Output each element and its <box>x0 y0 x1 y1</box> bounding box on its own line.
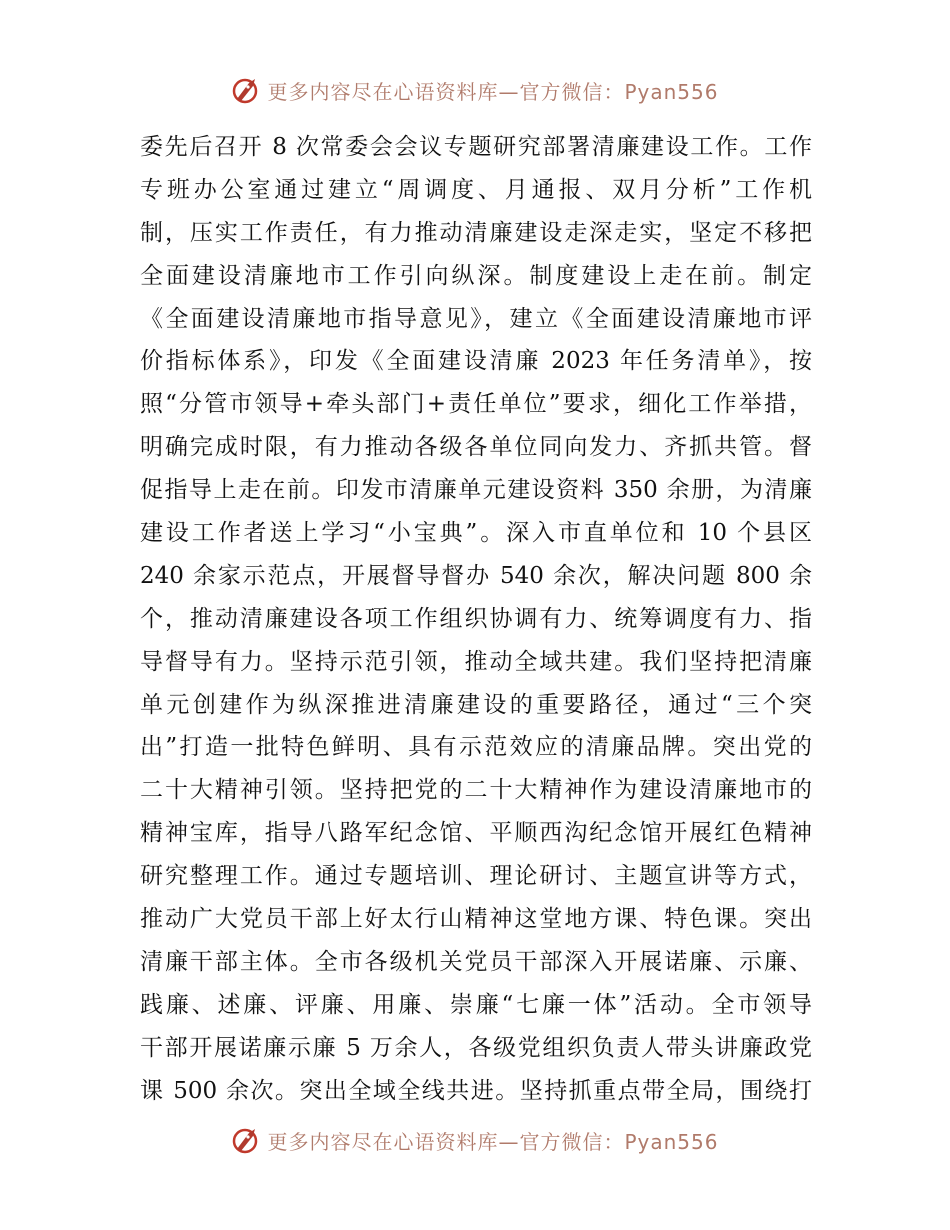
footer-banner-text: 更多内容尽在心语资料库—官方微信：Pyan556 <box>267 1129 719 1154</box>
header-banner <box>0 70 950 110</box>
text-line: 精神宝库，指导八路军纪念馆、平顺西沟纪念馆开展红色精神 <box>140 820 812 847</box>
pen-nib-logo-icon <box>231 75 261 105</box>
pen-nib-logo-icon <box>231 1125 261 1155</box>
text-line: 研究整理工作。通过专题培训、理论研讨、主题宣讲等方式， <box>140 863 812 890</box>
text-line: 价指标体系》，印发《全面建设清廉 2023 年任务清单》，按 <box>140 348 812 375</box>
text-line: 全面建设清廉地市工作引向纵深。制度建设上走在前。制定 <box>140 262 812 289</box>
text-line: 照“分管市领导+牵头部门+责任单位”要求，细化工作举措， <box>140 391 812 418</box>
text-line: 推动广大党员干部上好太行山精神这堂地方课、特色课。突出 <box>140 906 812 933</box>
text-line: 清廉干部主体。全市各级机关党员干部深入开展诺廉、示廉、 <box>140 948 812 975</box>
header-banner-text: 更多内容尽在心语资料库—官方微信：Pyan556 <box>267 79 719 104</box>
text-line: 明确完成时限，有力推动各级各单位同向发力、齐抓共管。督 <box>140 434 812 461</box>
text-line: 单元创建作为纵深推进清廉建设的重要路径，通过“三个突 <box>140 691 812 718</box>
text-line: 个，推动清廉建设各项工作组织协调有力、统筹调度有力、指 <box>140 605 812 632</box>
text-line: 制，压实工作责任，有力推动清廉建设走深走实，坚定不移把 <box>140 219 812 246</box>
footer-banner <box>0 1120 950 1160</box>
text-line: 课 500 余次。突出全域全线共进。坚持抓重点带全局，围绕打 <box>140 1077 812 1104</box>
text-line: 导督导有力。坚持示范引领，推动全域共建。我们坚持把清廉 <box>140 648 812 675</box>
text-line: 专班办公室通过建立“周调度、月通报、双月分析”工作机 <box>140 176 812 203</box>
text-line: 《全面建设清廉地市指导意见》，建立《全面建设清廉地市评 <box>140 305 812 332</box>
document-body <box>140 126 812 1112</box>
text-line: 践廉、述廉、评廉、用廉、崇廉“七廉一体”活动。全市领导 <box>140 991 812 1018</box>
text-line: 委先后召开 8 次常委会会议专题研究部署清廉建设工作。工作 <box>140 134 812 160</box>
text-line: 出”打造一批特色鲜明、具有示范效应的清廉品牌。突出党的 <box>140 734 812 761</box>
text-line: 促指导上走在前。印发市清廉单元建设资料 350 余册，为清廉 <box>140 477 812 504</box>
text-line: 二十大精神引领。坚持把党的二十大精神作为建设清廉地市的 <box>140 777 812 804</box>
text-line: 240 余家示范点，开展督导督办 540 余次，解决问题 800 余 <box>140 562 812 589</box>
text-line: 建设工作者送上学习“小宝典”。深入市直单位和 10 个县区 <box>140 520 812 547</box>
text-line: 干部开展诺廉示廉 5 万余人，各级党组织负责人带头讲廉政党 <box>140 1034 812 1061</box>
